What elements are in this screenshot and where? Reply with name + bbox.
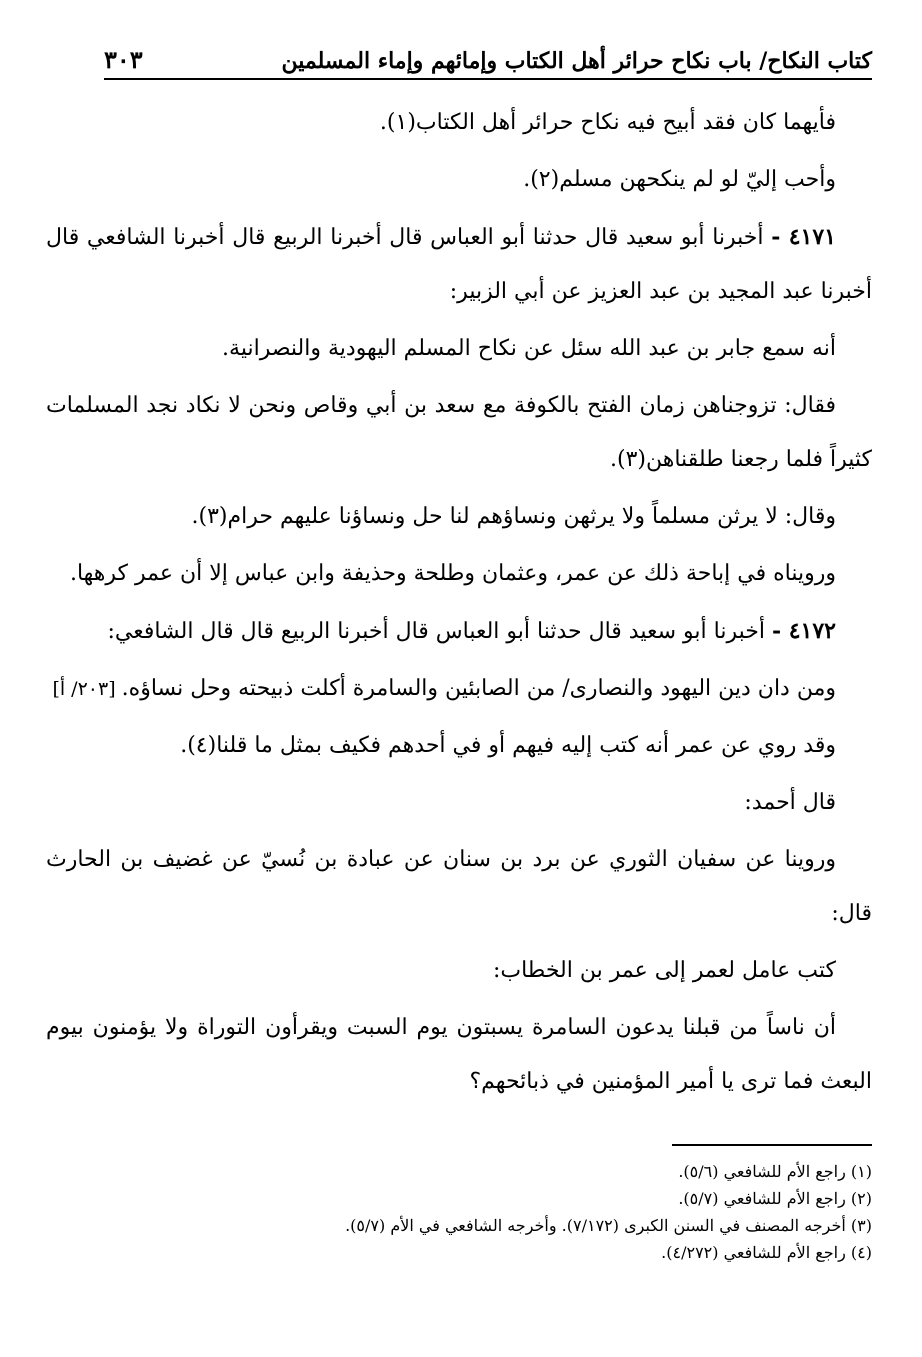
footnote: (٤) راجع الأم للشافعي (٤/٢٧٢). [661, 1243, 872, 1262]
manuscript-folio-ref: [٢٠٣/ أ] [52, 678, 122, 700]
paragraph [46, 379, 872, 487]
paragraph-text: فقال: تزوجناهن زمان الفتح بالكوفة مع سعد بن أبي وقاص ونحن لا نكاد نجد المسلمات كثيراً فلما رجعنا طلقناهن(٣). [46, 393, 872, 472]
paragraph [46, 944, 872, 998]
paragraph [46, 604, 872, 659]
paragraph-text: قال أحمد: [744, 790, 836, 815]
paragraph-text: وقال: لا يرثن مسلماً ولا يرثهن ونساؤهم لنا حل ونساؤنا عليهم حرام(٣). [191, 504, 836, 529]
paragraph-text: أن ناساً من قبلنا يدعون السامرة يسبتون يوم السبت ويقرأون التوراة ولا يؤمنون بيوم البعث فما ترى يا أمير المؤمنين في ذبائحهم؟ [46, 1015, 872, 1094]
chapter-title: كتاب النكاح/ باب نكاح حرائر أهل الكتاب وإمائهم وإماء المسلمين [281, 48, 872, 74]
footnote: (٣) أخرجه المصنف في السنن الكبرى (٧/١٧٢). وأخرجه الشافعي في الأم (٥/٧). [345, 1216, 872, 1235]
running-header [104, 30, 872, 80]
footnotes [46, 1158, 872, 1266]
paragraph-text: أخبرنا أبو سعيد قال حدثنا أبو العباس قال أخبرنا الربيع قال أخبرنا الشافعي قال أخبرنا عبد المجيد بن عبد العزيز عن أبي الزبير: [46, 225, 872, 304]
footnote-separator [672, 1144, 872, 1146]
paragraph-text: ورويناه في إباحة ذلك عن عمر، وعثمان وطلحة وحذيفة وابن عباس إلا أن عمر كرهها. [69, 561, 836, 586]
paragraph [46, 210, 872, 319]
paragraph-text: ومن دان دين اليهود والنصارى/ من الصابئين والسامرة أكلت ذبيحته وحل نساؤه. [121, 676, 836, 701]
paragraph-text: فأيهما كان فقد أبيح فيه نكاح حرائر أهل الكتاب(١). [379, 110, 836, 135]
paragraph [46, 490, 872, 544]
paragraph [46, 96, 872, 150]
paragraph-text: وروينا عن سفيان الثوري عن برد بن سنان عن عبادة بن نُسيّ عن غضيف بن الحارث قال: [46, 847, 872, 926]
paragraph [46, 322, 872, 376]
paragraph-text: أنه سمع جابر بن عبد الله سئل عن نكاح المسلم اليهودية والنصرانية. [222, 336, 836, 361]
paragraph-text: كتب عامل لعمر إلى عمر بن الخطاب: [492, 958, 836, 983]
paragraph-text: أخبرنا أبو سعيد قال حدثنا أبو العباس قال أخبرنا الربيع قال قال الشافعي: [107, 619, 772, 644]
paragraph [46, 1001, 872, 1109]
footnote: (٢) راجع الأم للشافعي (٥/٧). [678, 1189, 872, 1208]
paragraph-text: وقد روي عن عمر أنه كتب إليه فيهم أو في أحدهم فكيف بمثل ما قلنا(٤). [180, 733, 836, 758]
paragraph [46, 776, 872, 830]
paragraph [46, 719, 872, 773]
paragraph [46, 153, 872, 207]
paragraph-text: وأحب إليّ لو لم ينكحهن مسلم(٢). [523, 167, 836, 192]
footnote: (١) راجع الأم للشافعي (٥/٦). [678, 1162, 872, 1181]
paragraph [46, 833, 872, 941]
page-number: ٣٠٣ [104, 45, 143, 74]
main-text [46, 96, 872, 1112]
hadith-number: ٤١٧١ - [771, 224, 836, 250]
hadith-number: ٤١٧٢ - [771, 618, 836, 644]
paragraph [46, 662, 872, 716]
paragraph [46, 547, 872, 601]
